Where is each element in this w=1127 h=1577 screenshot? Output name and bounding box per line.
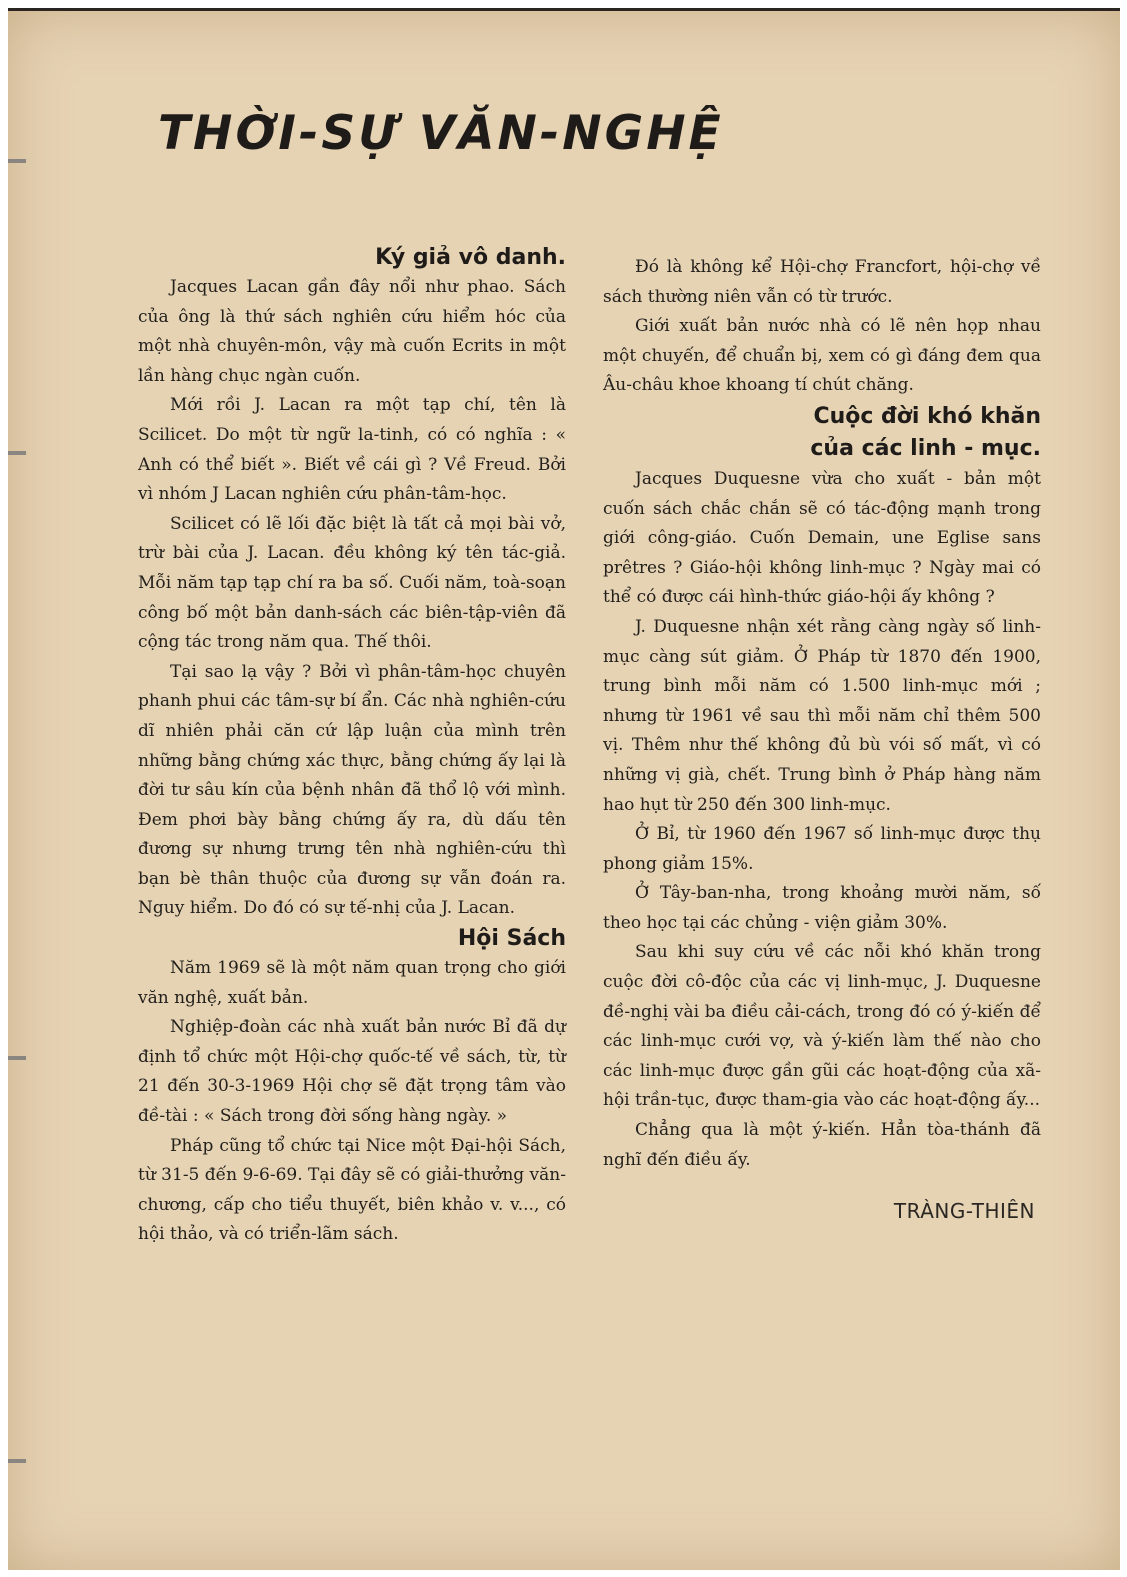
right-column (603, 253, 1041, 1227)
article-paragraph: Đó là không kể Hội-chợ Francfort, hội-chợ về sách thường niên vẫn có từ trước. (603, 257, 1041, 307)
article-paragraph: Ở Bỉ, từ 1960 đến 1967 số linh-mục được thụ phong giảm 15%. (603, 824, 1041, 874)
magazine-page (8, 8, 1120, 1570)
article-paragraph: Giới xuất bản nước nhà có lẽ nên họp nhau một chuyến, để chuẩn bị, xem có gì đáng đem qua Âu-châu khoe khoang tí chút chăng. (603, 316, 1041, 396)
section-masthead: THỜI-SỰ VĂN-NGHỆ (158, 106, 724, 161)
article-heading: Ký giả vô danh. (375, 245, 566, 270)
article-paragraph: Mới rồi J. Lacan ra một tạp chí, tên là Scilicet. Do một từ ngữ la-tinh, có có nghĩa : « Anh có thể biết ». Biết về cái gì ? Về Freud. Bởi vì nhóm J Lacan nghiên cứu phân-tâm-học. (138, 395, 566, 505)
article-paragraph: Scilicet có lẽ lối đặc biệt là tất cả mọi bài vở, trừ bài của J. Lacan. đều không ký tên tác-giả. Mỗi năm tạp tạp chí ra ba số. Cuối năm, toà-soạn công bố một bản danh-sách các biên-tập-viên đã cộng tác trong năm qua. Thế thôi. (138, 513, 566, 653)
article-paragraph: Chẳng qua là một ý-kiến. Hẳn tòa-thánh đã nghĩ đến điều ấy. (603, 1120, 1041, 1170)
page-edge-mark (8, 1056, 26, 1060)
article-paragraph: Jacques Lacan gần đây nổi như phao. Sách của ông là thứ sách nghiên cứu hiểm hóc của một nhà chuyên-môn, vậy mà cuốn Ecrits in một lần hàng chục ngàn cuốn. (138, 277, 566, 386)
article-heading: Hội Sách (457, 926, 566, 952)
article-heading: của các linh - mục. (810, 435, 1041, 461)
author-signature: TRÀNG-THIÊN (893, 1199, 1035, 1224)
article-paragraph: Năm 1969 sẽ là một năm quan trọng cho giới văn nghệ, xuất bản. (138, 958, 566, 1008)
article-paragraph: Nghiệp-đoàn các nhà xuất bản nước Bỉ đã dự định tổ chức một Hội-chợ quốc-tế về sách, từ, từ 21 đến 30-3-1969 Hội chợ sẽ đặt trọng tâm vào đề-tài : « Sách trong đời sống hàng ngày. » (138, 1017, 566, 1127)
article-paragraph: J. Duquesne nhận xét rằng càng ngày số linh-mục càng sút giảm. Ở Pháp từ 1870 đến 1900, trung bình mỗi năm có 1.500 linh-mục mới ; nhưng từ 1961 về sau thì mỗi năm chỉ thêm 500 vị. Thêm như thế không đủ bù vói số mất, vì có những vị già, chết. Trung bình ở Pháp hàng năm hao hụt từ 250 đến 300 linh-mục. (603, 616, 1041, 815)
article-paragraph: Tại sao lạ vậy ? Bởi vì phân-tâm-học chuyên phanh phui các tâm-sự bí ẩn. Các nhà nghiên-cứu dĩ nhiên phải căn cứ lập luận của mình trên những bằng chứng xác thực, bằng chứng ấy lại là đời tư sâu kín của bệnh nhân đã thổ lộ với mình. Đem phơi bày bằng chứng ấy ra, dù dấu tên đương sự nhưng trưng tên nhà nghiên-cứu thì bạn bè thân thuộc của đương sự vẫn đoán ra. Nguy hiểm. Do đó có sự tế-nhị của J. Lacan. (138, 661, 566, 919)
article-paragraph: Ở Tây-ban-nha, trong khoảng mười năm, số theo học tại các chủng - viện giảm 30%. (603, 883, 1041, 933)
page-edge-mark (8, 451, 26, 455)
article-paragraph: Sau khi suy cứu về các nỗi khó khăn trong cuộc đời cô-độc của các vị linh-mục, J. Duquesne đề-nghị vài ba điều cải-cách, trong đó có ý-kiến để các linh-mục cưới vợ, và ý-kiến làm thế nào cho các linh-mục được gần gũi các hoạt-động của xã-hội trần-tục, được tham-gia vào các hoạt-động ấy... (603, 942, 1041, 1111)
article-heading: Cuộc đời khó khăn (813, 403, 1041, 429)
left-column (138, 243, 566, 1250)
article-paragraph: Jacques Duquesne vừa cho xuất - bản một cuốn sách chắc chắn sẽ có tác-động mạnh trong giới công-giáo. Cuốn Demain, une Eglise sans prêtres ? Giáo-hội không linh-mục ? Ngày mai có thể có được cái hình-thức giáo-hội ấy không ? (603, 468, 1041, 608)
page-edge-mark (8, 1459, 26, 1463)
page-edge-mark (8, 159, 26, 163)
article-paragraph: Pháp cũng tổ chức tại Nice một Đại-hội Sách, từ 31-5 đến 9-6-69. Tại đây sẽ có giải-thưởng văn-chương, cấp cho tiểu thuyết, biên khảo v. v..., có hội thảo, và có triển-lãm sách. (138, 1135, 566, 1245)
